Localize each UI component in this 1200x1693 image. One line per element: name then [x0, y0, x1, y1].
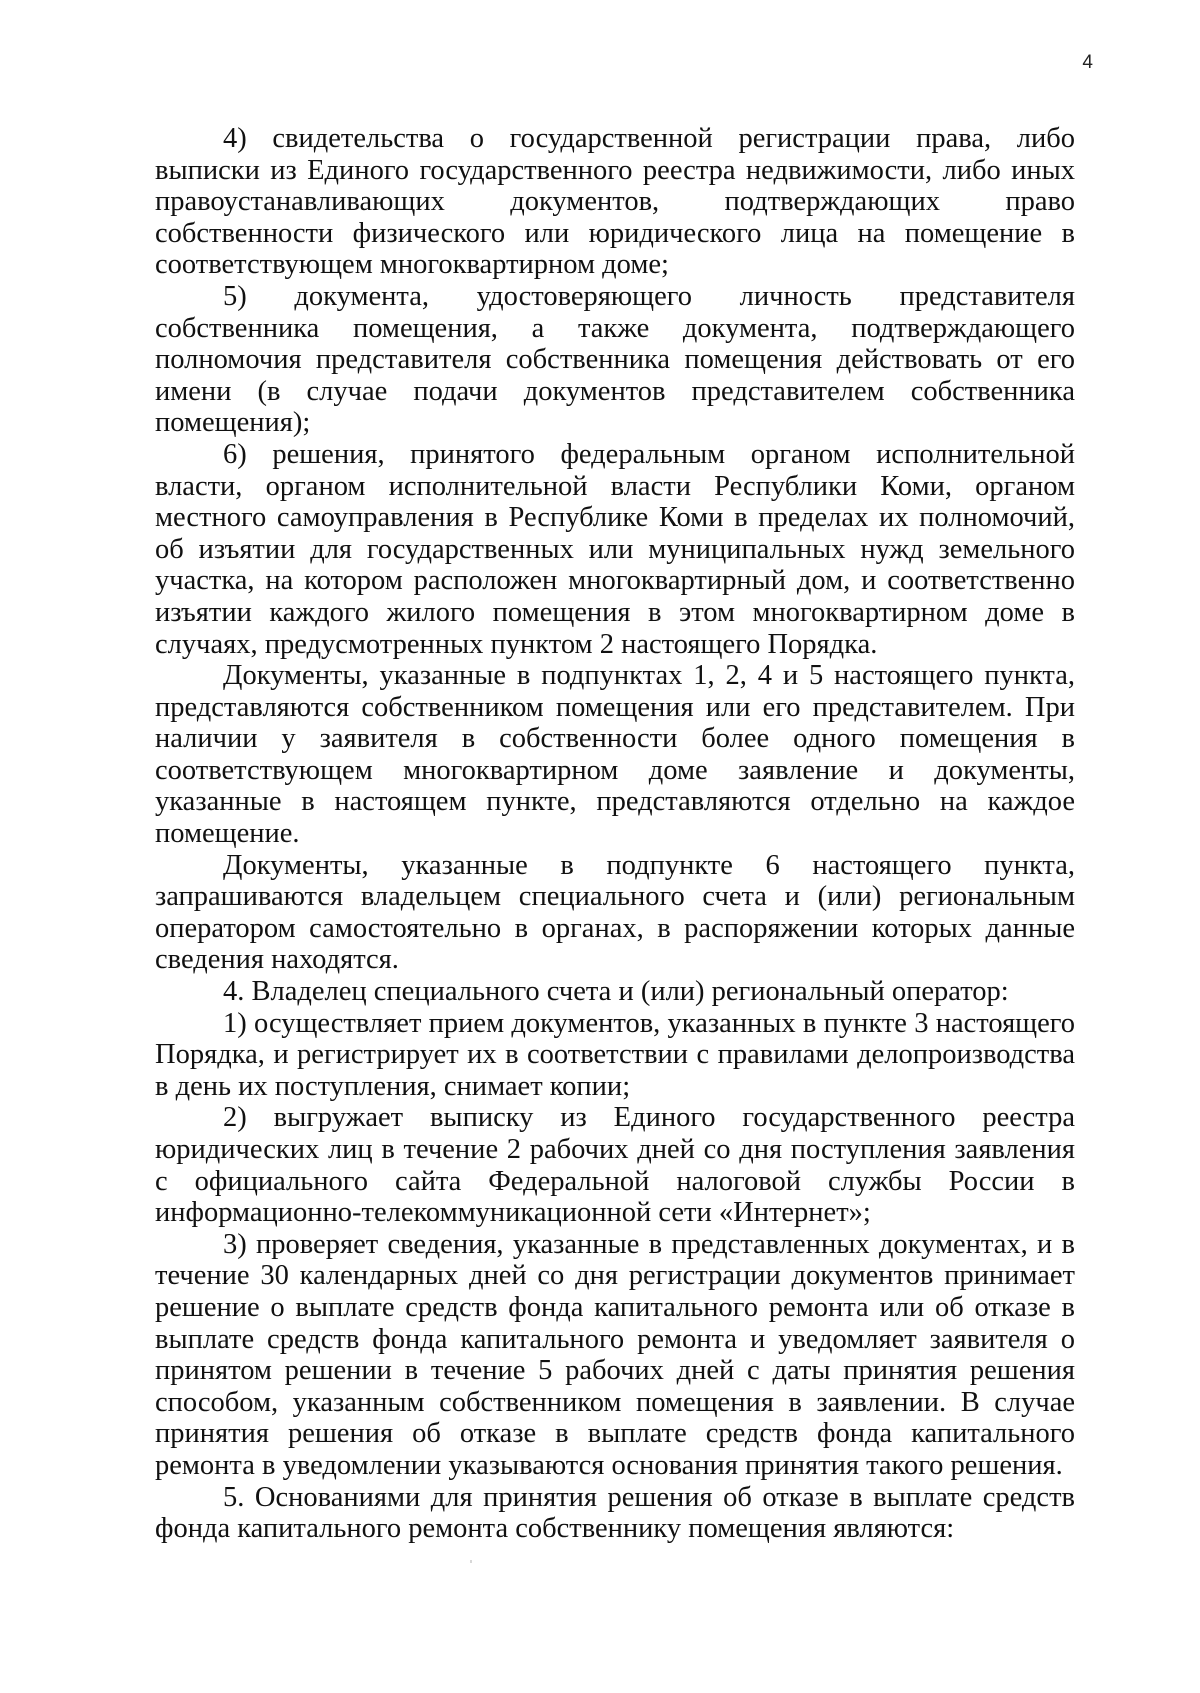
paragraph-section-4-heading: 4. Владелец специального счета и (или) региональный оператор:	[223, 976, 1009, 1008]
document-body	[155, 123, 1075, 1545]
paragraph-documents-submission: Документы, указанные в подпунктах 1, 2, 4 и 5 настоящего пункта, представляются собственником помещения или его представителем. При наличии у заявителя в собственности более одного помещения в соответствующем многоквартирном доме заявление и документы, указанные в настоящем пункте, представляются отдельно на каждое помещение.	[155, 660, 1075, 850]
paragraph-section-4-item-1: 1) осуществляет прием документов, указанных в пункте 3 настоящего Порядка, и регистрирует их в соответствии с правилами делопроизводства в день их поступления, снимает копии;	[155, 1007, 1075, 1102]
paragraph-section-4-item-3: 3) проверяет сведения, указанные в представленных документах, и в течение 30 календарных дней со дня регистрации документов принимает решение о выплате средств фонда капитального ремонта или об отказе в выплате средств фонда капитального ремонта и уведомляет заявителя о принятом решении в течение 5 рабочих дней с даты принятия решения способом, указанным собственником помещения в заявлении. В случае принятия решения об отказе в выплате средств фонда капитального ремонта в уведомлении указываются основания принятия такого решения.	[155, 1228, 1075, 1481]
scan-speck	[470, 1560, 472, 1563]
paragraph-item-6-seizure-decision: 6) решения, принятого федеральным органом исполнительной власти, органом исполнительной власти Республики Коми, органом местного самоуправления в Республике Коми в пределах их полномочий, об изъятии для государственных или муниципальных нужд земельного участка, на котором расположен многоквартирный дом, и соответственно изъятии каждого жилого помещения в этом многоквартирном доме в случаях, предусмотренных пунктом 2 настоящего Порядка.	[155, 438, 1075, 660]
page-number: 4	[1082, 52, 1093, 73]
paragraph-section-5: 5. Основаниями для принятия решения об отказе в выплате средств фонда капитального ремонта собственнику помещения являются:	[155, 1481, 1075, 1545]
paragraph-section-4-item-2: 2) выгружает выписку из Единого государственного реестра юридических лиц в течение 2 рабочих дней со дня поступления заявления с официального сайта Федеральной налоговой службы России в информационно-телекоммуникационной сети «Интернет»;	[155, 1102, 1075, 1229]
paragraph-item-4-certificates: 4) свидетельства о государственной регистрации права, либо выписки из Единого государственного реестра недвижимости, либо иных правоустанавливающих документов, подтверждающих право собственности физического или юридического лица на помещение в соответствующем многоквартирном доме;	[155, 123, 1075, 281]
paragraph-documents-requested: Документы, указанные в подпункте 6 настоящего пункта, запрашиваются владельцем специального счета и (или) региональным оператором самостоятельно в органах, в распоряжении которых данные сведения находятся.	[155, 849, 1075, 976]
paragraph-item-5-identity-document: 5) документа, удостоверяющего личность представителя собственника помещения, а также документа, подтверждающего полномочия представителя собственника помещения действовать от его имени (в случае подачи документов представителем собственника помещения);	[155, 280, 1075, 439]
